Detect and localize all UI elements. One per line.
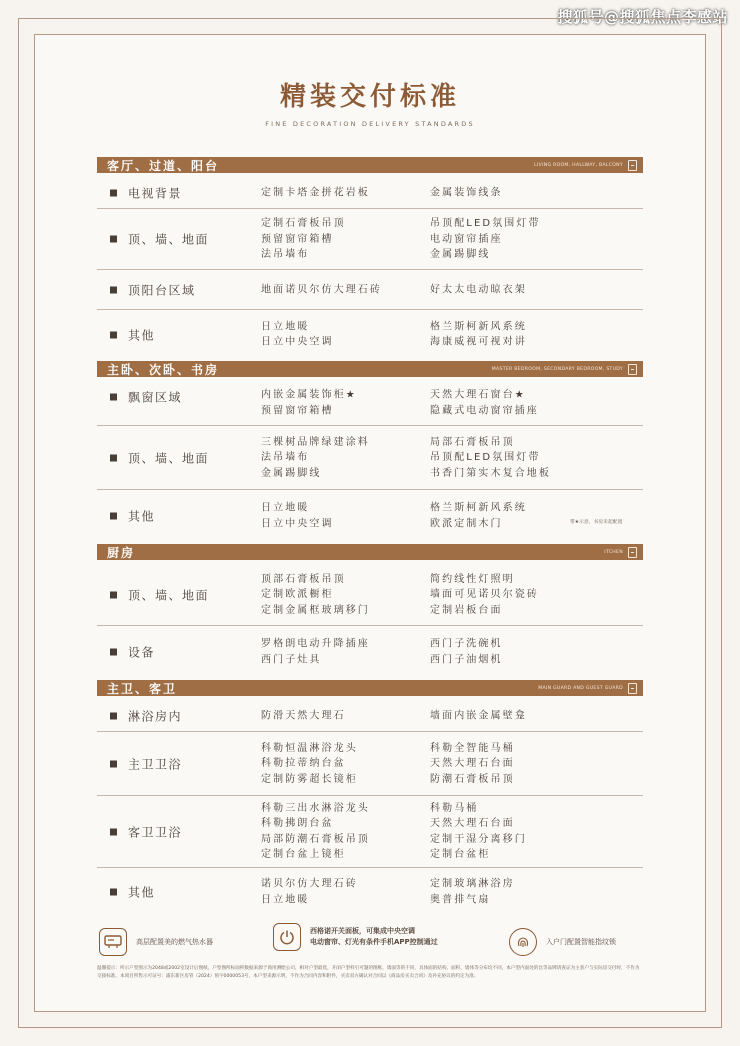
spec-item: 诺贝尔仿大理石砖: [261, 878, 358, 890]
spec-item: 日立地暖: [261, 502, 310, 514]
section-title: 主卧、次卧、书房: [107, 362, 220, 377]
row-category: 顶、墙、地面: [128, 232, 210, 247]
bullet-square-icon: [110, 286, 117, 293]
table-row: [97, 209, 643, 270]
spec-item: 科勒拉蒂纳台盆: [261, 757, 346, 769]
spec-column-left: [261, 216, 346, 263]
bullet-square-icon: [110, 591, 117, 598]
spec-item: 罗格朗电动升降插座: [261, 638, 370, 650]
spec-column-right: [430, 637, 503, 668]
spec-item: 欧派定制木门: [430, 518, 503, 529]
feature-water-heater: [99, 928, 213, 956]
spec-item: 好太太电动晾衣架: [430, 283, 527, 295]
footnote: 带★示意，书房未起配置: [570, 520, 623, 525]
bullet-square-icon: [110, 189, 117, 196]
row-category: 电视背景: [128, 186, 183, 200]
page-title: 精装交付标准: [279, 82, 460, 112]
row-category: 其他: [128, 509, 156, 524]
section-header-bathroom: [97, 680, 643, 696]
spec-column-left: [261, 801, 370, 863]
spec-item: 电动窗帘插座: [430, 233, 503, 245]
spec-item: 定制石膏板吊顶: [261, 217, 346, 229]
row-category: 其他: [128, 885, 156, 900]
brand-logo-icon: [628, 683, 637, 694]
bullet-square-icon: [110, 889, 117, 896]
spec-item: 吊顶配LED氛围灯带: [430, 451, 541, 463]
disclaimer: 温馨提示：所示户型图示为2048或2002室设计后图纸，户型图所标面积数据来源于商用测绘公司，相对户型最优，开闭户型样引可题的图框，墙面等的不同，具体面的结构、面积、墙体等分布均不同，本户型内面处的比等品牌请查证为主客户与实际房交付时，不作为交接标准。本项目所售示可证号：浦东新区房管（2024）预字0000053号，本户型来源示明，不作为合同内容和附件，买卖双方确认对合同以《商品房买卖合同》及补充协议的约定为准。: [97, 966, 640, 979]
spec-item: 预留窗帘箱槽: [261, 233, 334, 245]
table-row: [97, 177, 643, 209]
spec-column-left: [261, 501, 334, 532]
spec-item: 海康威视可视对讲: [430, 336, 527, 348]
spec-column-left: [261, 740, 358, 787]
feature-text: 西格诺开关面板，可集成中央空调 电动窗帘、灯光有条件手机APP控制通过: [310, 927, 438, 946]
spec-column-right: [430, 740, 515, 787]
spec-item: 科勒三出水淋浴龙头: [261, 802, 370, 814]
row-category: 主卫卫浴: [128, 757, 183, 771]
spec-item: 吊顶配LED氛围灯带: [430, 217, 541, 229]
section-title: 主卫、客卫: [107, 681, 178, 696]
row-category: 飘窗区域: [128, 390, 183, 405]
row-category: 顶、墙、地面: [128, 588, 210, 602]
section-subtitle-en: LIVING ROOM, HALLWAY, BALCONY: [534, 162, 623, 168]
section-header-living: [97, 157, 643, 173]
spec-item: 简约线性灯照明: [430, 573, 515, 585]
table-row: [97, 270, 643, 310]
spec-item: 法吊墙布: [261, 248, 310, 260]
spec-column-right: [430, 801, 527, 863]
spec-item: 科勒拂朗台盆: [261, 818, 334, 829]
section-subtitle-en: ITCHEN: [604, 549, 623, 555]
spec-item: 定制防雾超长镜柜: [261, 773, 358, 785]
row-category: 顶、墙、地面: [128, 451, 210, 465]
spec-item: 天然大理石台面: [430, 818, 515, 829]
table-row: [97, 310, 643, 359]
spec-item: 地面诺贝尔仿大理石砖: [261, 283, 382, 295]
spec-item: 定制玻璃淋浴房: [430, 878, 515, 890]
brand-logo-icon: [628, 160, 637, 171]
spec-column-left: [261, 877, 358, 908]
bullet-square-icon: [110, 454, 117, 461]
spec-column-right: [430, 282, 527, 298]
table-row: [97, 732, 643, 796]
spec-column-left: [261, 571, 370, 618]
spec-item: 日立中央空调: [261, 518, 334, 529]
section-title: 厨房: [107, 545, 136, 560]
spec-column-left: [261, 637, 370, 668]
spec-item: 金属踢脚线: [430, 248, 491, 260]
table-row: [97, 700, 643, 732]
row-category: 淋浴房内: [128, 709, 183, 723]
watermark: 搜狐号@搜狐焦点李感站: [557, 8, 728, 26]
bullet-square-icon: [110, 331, 117, 338]
spec-item: 格兰斯柯新风系统: [430, 502, 527, 514]
feature-switch-panel: [273, 923, 438, 951]
spec-item: 防潮石膏板吊顶: [430, 773, 515, 785]
spec-column-right: [430, 319, 527, 350]
spec-item: 天然大理石台面: [430, 757, 515, 769]
fingerprint-icon: [509, 928, 537, 956]
spec-item: 三棵树品牌绿建涂料: [261, 436, 370, 448]
spec-item: 西门子油烟机: [430, 654, 503, 665]
spec-column-left: [261, 282, 382, 298]
spec-column-left: [261, 708, 346, 724]
spec-item: 科勒马桶: [430, 802, 479, 814]
section-subtitle-en: MAIN GUARD AND GUEST GUARD: [538, 685, 623, 691]
spec-item: 西门子洗碗机: [430, 638, 503, 650]
spec-item: 天然大理石窗台★: [430, 389, 526, 401]
spec-column-left: [261, 185, 370, 201]
table-row: [97, 564, 643, 626]
spec-item: 内嵌金属装饰柜★: [261, 389, 357, 401]
spec-column-right: [430, 185, 503, 201]
bullet-square-icon: [110, 394, 117, 401]
bullet-square-icon: [110, 712, 117, 719]
row-category: 客卫卫浴: [128, 825, 183, 839]
section-subtitle-en: MASTER BEDROOM, SECONDARY BEDROOM, STUDY: [491, 366, 623, 372]
spec-item: 科勒全智能马桶: [430, 742, 515, 754]
spec-item: 预留窗帘箱槽: [261, 405, 334, 416]
brand-logo-icon: [628, 364, 637, 375]
page-subtitle: FINE DECORATION DELIVERY STANDARDS: [265, 120, 475, 128]
section-header-kitchen: [97, 544, 643, 560]
feature-text: 高层配置美的燃气热水器: [136, 937, 213, 946]
bullet-square-icon: [110, 513, 117, 520]
spec-item: 定制卡塔金拼花岩板: [261, 186, 370, 198]
feature-text: 入户门配置智能指纹锁: [546, 937, 616, 946]
row-category: 其他: [128, 328, 156, 342]
table-row: [97, 796, 643, 868]
row-category: 设备: [128, 645, 156, 660]
spec-item: 日立地暖: [261, 894, 310, 905]
spec-item: 局部防潮石膏板吊顶: [261, 833, 370, 845]
spec-item: 金属踢脚线: [261, 467, 322, 479]
spec-column-right: [430, 434, 551, 481]
spec-item: 局部石膏板吊顶: [430, 436, 515, 448]
row-category: 顶阳台区域: [128, 283, 196, 297]
brand-logo-icon: [628, 547, 637, 558]
spec-item: 书香门第实木复合地板: [430, 467, 551, 479]
bullet-square-icon: [110, 649, 117, 656]
feature-highlights: [97, 922, 643, 962]
spec-item: 定制台盆柜: [430, 849, 491, 860]
spec-item: 定制台盆上镜柜: [261, 849, 346, 860]
spec-column-right: [430, 388, 539, 419]
spec-column-right: [430, 571, 539, 618]
table-row: [97, 426, 643, 490]
feature-fingerprint-lock: [509, 928, 616, 956]
spec-column-left: [261, 434, 370, 481]
spec-item: 金属装饰线条: [430, 186, 503, 198]
spec-item: 隐藏式电动窗帘插座: [430, 405, 539, 416]
spec-item: 墙面可见诺贝尔瓷砖: [430, 588, 539, 600]
section-title: 客厅、过道、阳台: [107, 158, 220, 173]
spec-column-right: [430, 216, 541, 263]
water-heater-icon: [99, 928, 127, 956]
spec-item: 法吊墙布: [261, 451, 310, 463]
spec-column-right: [430, 708, 527, 724]
spec-item: 日立地暖: [261, 321, 310, 332]
spec-item: 墙面内嵌金属壁龛: [430, 709, 527, 721]
table-row: [97, 868, 643, 916]
table-row: [97, 490, 643, 542]
spec-column-left: [261, 388, 357, 419]
spec-item: 西门子灶具: [261, 654, 322, 665]
spec-column-left: [261, 319, 334, 350]
bullet-square-icon: [110, 236, 117, 243]
power-switch-icon: [273, 923, 301, 951]
table-row: [97, 381, 643, 426]
spec-item: 定制欧派橱柜: [261, 588, 334, 600]
bullet-square-icon: [110, 760, 117, 767]
spec-item: 定制岩板台面: [430, 604, 503, 616]
spec-item: 定制干湿分离移门: [430, 833, 527, 845]
spec-item: 防滑天然大理石: [261, 709, 346, 721]
spec-column-right: [430, 877, 515, 908]
spec-item: 格兰斯柯新风系统: [430, 321, 527, 332]
spec-item: 奥普排气扇: [430, 894, 491, 905]
spec-item: 顶部石膏板吊顶: [261, 573, 346, 585]
section-header-bedroom: [97, 361, 643, 377]
spec-item: 科勒恒温淋浴龙头: [261, 742, 358, 754]
table-row: [97, 626, 643, 678]
spec-item: 定制金属框玻璃移门: [261, 604, 370, 616]
spec-column-right: [430, 501, 527, 532]
bullet-square-icon: [110, 828, 117, 835]
spec-item: 日立中央空调: [261, 336, 334, 348]
